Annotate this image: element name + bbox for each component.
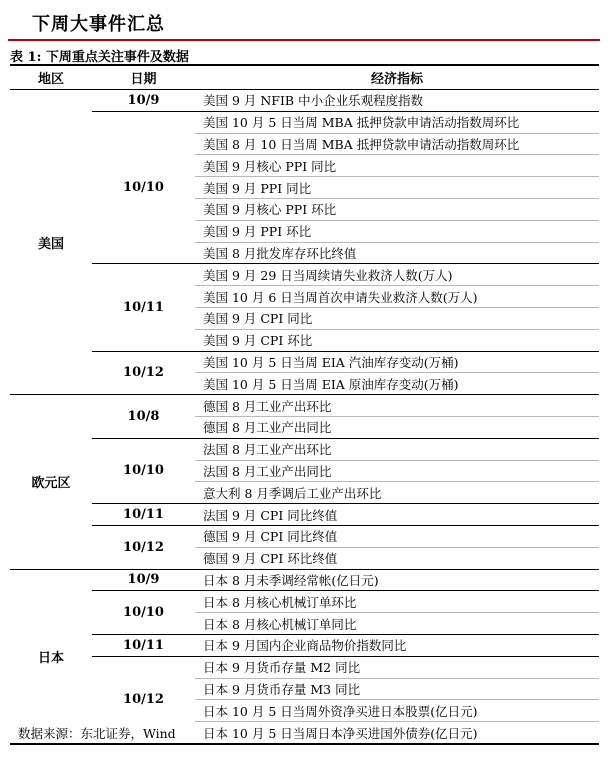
- indicator-cell: 德国 9 月 CPI 环比终值: [195, 547, 599, 569]
- date-cell: 10/12: [92, 351, 195, 395]
- table-row: [10, 504, 599, 526]
- indicator-cell: 日本 9 月国内企业商品物价指数同比: [195, 634, 599, 656]
- indicator-cell: 美国 9 月 29 日当周续请失业救济人数(万人): [195, 264, 599, 286]
- table-row: [10, 90, 599, 112]
- table-row: [10, 634, 599, 656]
- page-title: 下周大事件汇总: [32, 14, 165, 35]
- table-row: [10, 656, 599, 678]
- table-row: [10, 111, 599, 133]
- date-cell: 10/9: [92, 90, 195, 112]
- indicator-cell: 美国 9 月 NFIB 中小企业乐观程度指数: [195, 90, 599, 112]
- column-header-region: 地区: [10, 65, 92, 90]
- date-cell: 10/10: [92, 438, 195, 503]
- indicator-cell: 日本 8 月未季调经常帐(亿日元): [195, 569, 599, 591]
- indicator-cell: 美国 8 月 10 日当周 MBA 抵押贷款申请活动指数周环比: [195, 133, 599, 155]
- indicator-cell: 德国 8 月工业产出同比: [195, 416, 599, 438]
- column-header-date: 日期: [92, 65, 195, 90]
- date-cell: 10/8: [92, 395, 195, 439]
- table-row: [10, 264, 599, 286]
- header-row: [10, 65, 599, 90]
- indicator-cell: 美国 8 月批发库存环比终值: [195, 242, 599, 264]
- indicator-cell: 法国 8 月工业产出同比: [195, 460, 599, 482]
- indicator-cell: 美国 10 月 6 日当周首次申请失业救济人数(万人): [195, 286, 599, 308]
- date-cell: 10/10: [92, 111, 195, 264]
- region-cell: 日本: [10, 569, 92, 744]
- title-divider: [8, 39, 600, 41]
- indicator-cell: 日本 8 月核心机械订单环比: [195, 591, 599, 613]
- indicator-cell: 意大利 8 月季调后工业产出环比: [195, 482, 599, 504]
- column-header-indicator: 经济指标: [195, 65, 599, 90]
- date-cell: 10/11: [92, 634, 195, 656]
- indicator-cell: 美国 10 月 5 日当周 EIA 汽油库存变动(万桶): [195, 351, 599, 373]
- table-caption: 表 1: 下周重点关注事件及数据: [10, 50, 189, 65]
- indicator-cell: 美国 9 月 CPI 同比: [195, 307, 599, 329]
- table-row: [10, 395, 599, 417]
- indicator-cell: 法国 8 月工业产出环比: [195, 438, 599, 460]
- events-table: [10, 64, 599, 745]
- table-row: [10, 591, 599, 613]
- indicator-cell: 法国 9 月 CPI 同比终值: [195, 504, 599, 526]
- indicator-cell: 美国 9 月 CPI 环比: [195, 329, 599, 351]
- region-cell: 欧元区: [10, 395, 92, 569]
- table-header: [10, 65, 599, 90]
- table-body: [10, 90, 599, 744]
- indicator-cell: 美国 9 月核心 PPI 环比: [195, 198, 599, 220]
- indicator-cell: 德国 8 月工业产出环比: [195, 395, 599, 417]
- indicator-cell: 美国 9 月核心 PPI 同比: [195, 155, 599, 177]
- indicator-cell: 德国 9 月 CPI 同比终值: [195, 525, 599, 547]
- indicator-cell: 日本 8 月核心机械订单同比: [195, 613, 599, 635]
- indicator-cell: 日本 10 月 5 日当周日本净买进国外债券(亿日元): [195, 722, 599, 744]
- table-row: [10, 438, 599, 460]
- indicator-cell: 日本 9 月货币存量 M3 同比: [195, 678, 599, 700]
- indicator-cell: 美国 10 月 5 日当周 MBA 抵押贷款申请活动指数周环比: [195, 111, 599, 133]
- date-cell: 10/12: [92, 525, 195, 569]
- indicator-cell: 美国 9 月 PPI 环比: [195, 220, 599, 242]
- date-cell: 10/12: [92, 656, 195, 744]
- table-row: [10, 525, 599, 547]
- region-cell: 美国: [10, 90, 92, 395]
- date-cell: 10/11: [92, 264, 195, 351]
- table-row: [10, 569, 599, 591]
- indicator-cell: 日本 10 月 5 日当周外资净买进日本股票(亿日元): [195, 700, 599, 722]
- indicator-cell: 美国 10 月 5 日当周 EIA 原油库存变动(万桶): [195, 373, 599, 395]
- source-note: 数据来源：东北证券，Wind: [18, 726, 176, 741]
- date-cell: 10/9: [92, 569, 195, 591]
- table-row: [10, 351, 599, 373]
- indicator-cell: 日本 9 月货币存量 M2 同比: [195, 656, 599, 678]
- date-cell: 10/10: [92, 591, 195, 635]
- indicator-cell: 美国 9 月 PPI 同比: [195, 177, 599, 199]
- date-cell: 10/11: [92, 504, 195, 526]
